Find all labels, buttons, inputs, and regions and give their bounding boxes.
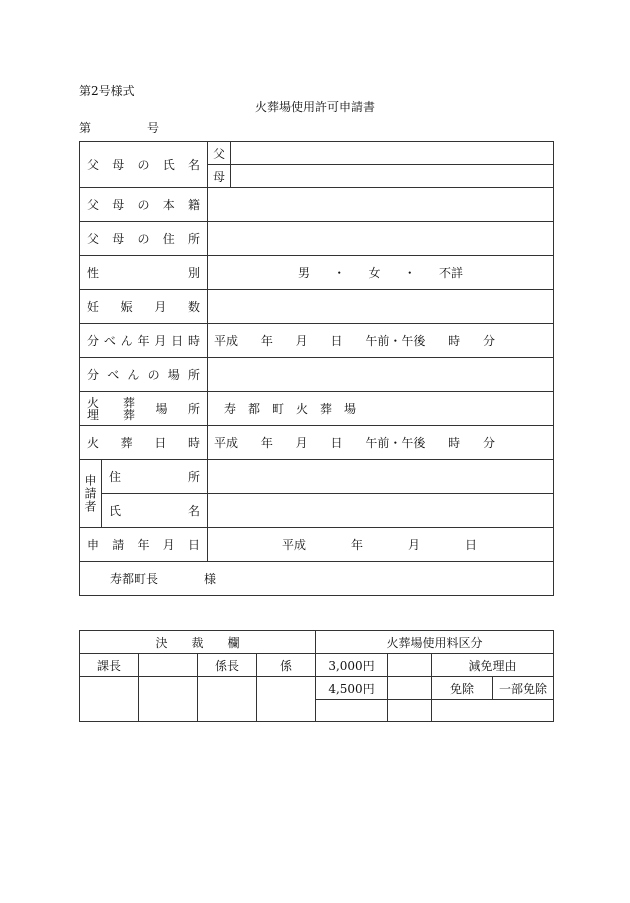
application-date-label-part: 請 — [112, 538, 125, 552]
reduction-reason-field[interactable] — [432, 700, 554, 722]
father-name-field[interactable] — [231, 142, 553, 164]
applicant-name-field[interactable] — [208, 494, 554, 528]
parent-address-row — [80, 222, 554, 256]
fee-4500: 4,500円 — [316, 677, 388, 700]
document-title: 火葬場使用許可申請書 — [254, 100, 375, 114]
parent-name-label-part: 氏 — [162, 158, 175, 172]
parent-address-label-part: 母 — [112, 232, 125, 246]
sex-options-part: 女 — [368, 266, 381, 280]
cremation-datetime-label-part: 日 — [154, 436, 167, 450]
delivery-datetime-label-part: 月 — [154, 334, 167, 348]
mother-label: 母 — [208, 165, 231, 187]
fee-4500-check[interactable] — [388, 677, 432, 700]
cremation-datetime-value-part: 月 — [295, 436, 308, 450]
delivery-datetime-value-part: 午前・午後 — [365, 334, 426, 348]
place-suffix-1: 場 — [155, 402, 168, 416]
sex-options[interactable] — [208, 256, 554, 290]
exemption-label: 免除 — [432, 677, 493, 700]
delivery-datetime-label — [80, 324, 208, 358]
cremation-datetime-value-part: 平成 — [214, 436, 239, 450]
delivery-datetime-label-part: 分 — [87, 334, 100, 348]
cremation-datetime-field[interactable] — [208, 426, 554, 460]
delivery-place-label-part: 分 — [87, 368, 100, 382]
fee-category-header: 火葬場使用料区分 — [316, 631, 554, 654]
parent-domicile-label — [80, 188, 208, 222]
sex-label-part: 性 — [87, 266, 100, 280]
crem-burial-place-value: 寿 都 町 火 葬 場 — [208, 392, 554, 426]
applicant-address-row — [80, 460, 554, 494]
parent-name-label — [80, 142, 208, 188]
addressee: 寿都町長 — [110, 572, 159, 586]
parent-name-label-part: の — [137, 158, 150, 172]
cremation-label: 火 葬 — [87, 395, 136, 410]
applicant-name-row — [80, 494, 554, 528]
place-suffix-2: 所 — [188, 402, 201, 416]
delivery-datetime-label-part: べ — [103, 334, 116, 348]
parent-domicile-label-part: の — [137, 198, 150, 212]
blank-stamp[interactable] — [139, 677, 198, 722]
application-date-label — [80, 528, 208, 562]
reduction-reason-label: 減免理由 — [432, 654, 554, 677]
application-form-table — [79, 141, 554, 596]
number-prefix: 第 — [79, 121, 92, 135]
application-date-row — [80, 528, 554, 562]
pregnancy-label-part: 月 — [154, 300, 167, 314]
burial-label: 埋 葬 — [87, 407, 136, 422]
application-date-value-part: 平成 — [282, 538, 307, 552]
pregnancy-label-part: 数 — [187, 300, 200, 314]
parent-domicile-label-part: 籍 — [188, 198, 201, 212]
parent-domicile-row — [80, 188, 554, 222]
delivery-datetime-value-part: 平成 — [214, 334, 239, 348]
delivery-datetime-field[interactable] — [208, 324, 554, 358]
subsection-chief-stamp[interactable] — [198, 677, 257, 722]
applicant-name-label-part: 氏 — [109, 504, 122, 518]
delivery-place-label-part: 所 — [187, 368, 200, 382]
staff-stamp[interactable] — [257, 677, 316, 722]
pregnancy-label-part: 妊 — [87, 300, 100, 314]
application-date-label-part: 日 — [188, 538, 201, 552]
delivery-datetime-value-part: 分 — [482, 334, 495, 348]
parent-name-label-part: 父 — [87, 158, 100, 172]
staff-label: 係 — [257, 654, 316, 677]
partial-exemption-label: 一部免除 — [493, 677, 554, 700]
parent-name-cell — [208, 142, 554, 188]
delivery-datetime-label-part: 日 — [171, 334, 184, 348]
parent-domicile-label-part: 父 — [87, 198, 100, 212]
application-date-label-part: 申 — [87, 538, 100, 552]
delivery-place-row — [80, 358, 554, 392]
pregnancy-months-field[interactable] — [208, 290, 554, 324]
delivery-datetime-value-part: 日 — [330, 334, 343, 348]
application-date-field[interactable] — [208, 528, 554, 562]
applicant-name-label-part: 名 — [188, 504, 201, 518]
applicant-address-label-part: 住 — [109, 470, 122, 484]
delivery-place-label — [80, 358, 208, 392]
section-chief-stamp[interactable] — [80, 677, 139, 722]
sex-options-part: ・ — [403, 266, 416, 280]
delivery-datetime-label-part: 年 — [137, 334, 150, 348]
applicant-address-field[interactable] — [208, 460, 554, 494]
delivery-datetime-row — [80, 324, 554, 358]
delivery-datetime-label-part: 時 — [187, 334, 200, 348]
parent-address-label-part: 所 — [188, 232, 201, 246]
mother-name-field[interactable] — [231, 165, 553, 187]
delivery-place-field[interactable] — [208, 358, 554, 392]
applicant-name-label — [102, 494, 208, 528]
form-number: 第2号様式 — [79, 84, 135, 98]
cremation-datetime-value-part: 日 — [330, 436, 343, 450]
delivery-place-label-part: べ — [107, 368, 120, 382]
cremation-datetime-label — [80, 426, 208, 460]
fee-3000-check[interactable] — [388, 654, 432, 677]
delivery-datetime-label-part: ん — [120, 334, 133, 348]
applicant-address-label — [102, 460, 208, 494]
parent-name-label-part: 母 — [112, 158, 125, 172]
pregnancy-row — [80, 290, 554, 324]
applicant-label: 申請者 — [80, 460, 102, 528]
parent-domicile-label-part: 母 — [112, 198, 125, 212]
addressee-row — [80, 562, 554, 596]
application-date-value-part: 月 — [407, 538, 420, 552]
parent-address-label-part: 父 — [87, 232, 100, 246]
sex-row — [80, 256, 554, 290]
pregnancy-label — [80, 290, 208, 324]
parent-address-label-part: の — [137, 232, 150, 246]
delivery-datetime-value-part: 月 — [295, 334, 308, 348]
cremation-datetime-label-part: 時 — [187, 436, 200, 450]
parent-address-label — [80, 222, 208, 256]
fee-3000: 3,000円 — [316, 654, 388, 677]
cremation-datetime-row — [80, 426, 554, 460]
addressee-cell — [80, 562, 554, 596]
parent-address-field[interactable] — [208, 222, 554, 256]
application-date-value-part: 年 — [351, 538, 364, 552]
parent-domicile-label-part: 本 — [162, 198, 175, 212]
parent-address-label-part: 住 — [162, 232, 175, 246]
sex-options-part: 不詳 — [438, 266, 463, 280]
cremation-datetime-value-part: 時 — [448, 436, 461, 450]
delivery-datetime-value-part: 年 — [260, 334, 273, 348]
cremation-datetime-label-part: 火 — [87, 436, 100, 450]
crem-burial-stack — [87, 397, 135, 421]
parent-name-row — [80, 142, 554, 188]
delivery-place-label-part: ん — [127, 368, 140, 382]
pregnancy-label-part: 娠 — [120, 300, 133, 314]
crem-burial-place-row — [80, 392, 554, 426]
crem-burial-place-label — [80, 392, 208, 426]
cremation-datetime-value-part: 午前・午後 — [365, 436, 426, 450]
cremation-datetime-value-part: 年 — [260, 436, 273, 450]
sex-options-part: 男 — [298, 266, 311, 280]
fee-blank-check[interactable] — [388, 700, 432, 722]
delivery-place-label-part: の — [147, 368, 160, 382]
cremation-datetime-label-part: 葬 — [120, 436, 133, 450]
application-date-label-part: 年 — [137, 538, 150, 552]
application-date-label-part: 月 — [162, 538, 175, 552]
delivery-datetime-value-part: 時 — [448, 334, 461, 348]
fee-blank — [316, 700, 388, 722]
sex-options-part: ・ — [333, 266, 346, 280]
cremation-datetime-value-part: 分 — [482, 436, 495, 450]
sex-label-part: 別 — [188, 266, 201, 280]
applicant-address-label-part: 所 — [188, 470, 201, 484]
document-number-line — [79, 119, 159, 136]
sex-label — [80, 256, 208, 290]
number-suffix: 号 — [147, 121, 160, 135]
parent-name-label-part: 名 — [188, 158, 201, 172]
decision-header: 決 裁 欄 — [80, 631, 316, 654]
approval-table — [79, 630, 554, 722]
section-chief-label: 課長 — [80, 654, 139, 677]
subsection-chief-label: 係長 — [198, 654, 257, 677]
section-chief-blank — [139, 654, 198, 677]
delivery-place-label-part: 場 — [167, 368, 180, 382]
father-label: 父 — [208, 142, 231, 164]
application-date-value-part: 日 — [464, 538, 477, 552]
addressee-suffix: 様 — [204, 572, 217, 586]
parent-domicile-field[interactable] — [208, 188, 554, 222]
